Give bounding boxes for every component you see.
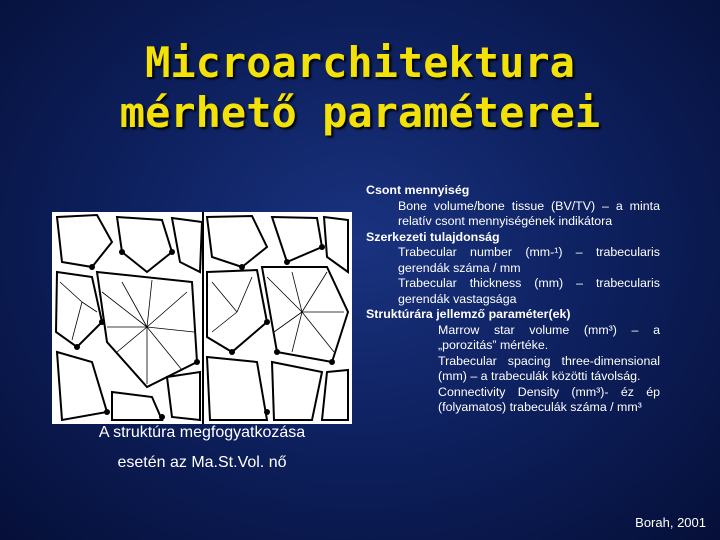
title-line-2: mérhető paraméterei (119, 88, 601, 137)
list-item: Trabecular spacing three-dimensional (mm) – a trabeculák közötti távolság. (438, 353, 660, 383)
citation: Borah, 2001 (635, 515, 706, 530)
figure-caption-line-1: A struktúra megfogyatkozása (98, 424, 306, 441)
section-heading: Szerkezeti tulajdonság (366, 229, 500, 244)
section-heading: Struktúrára jellemző paraméter(ek) (366, 307, 571, 321)
title-line-1: Microarchitektura (145, 38, 575, 87)
figure-caption-line-2: esetén az Ma.St.Vol. nő (117, 454, 287, 471)
list-item: Trabecular number (mm-¹) – trabecularis gerendák száma / mm (398, 245, 660, 275)
list-item: Trabecular thickness (mm) – trabecularis gerendák vastagsága (398, 276, 660, 306)
list-item: Marrow star volume (mm³) – a „porozitás” mértéke. (438, 322, 660, 352)
slide-title (0, 38, 720, 138)
list-item: Bone volume/bone tissue (BV/TV) – a minta relatív csont mennyiségének indikátora (398, 198, 660, 228)
section-heading: Csont mennyiség (366, 183, 470, 197)
list-item: Connectivity Density (mm³)- éz ép (folyamatos) trabeculák száma / mm³ (438, 384, 660, 414)
parameter-list (360, 183, 660, 416)
trabecular-structure-image (52, 212, 352, 424)
